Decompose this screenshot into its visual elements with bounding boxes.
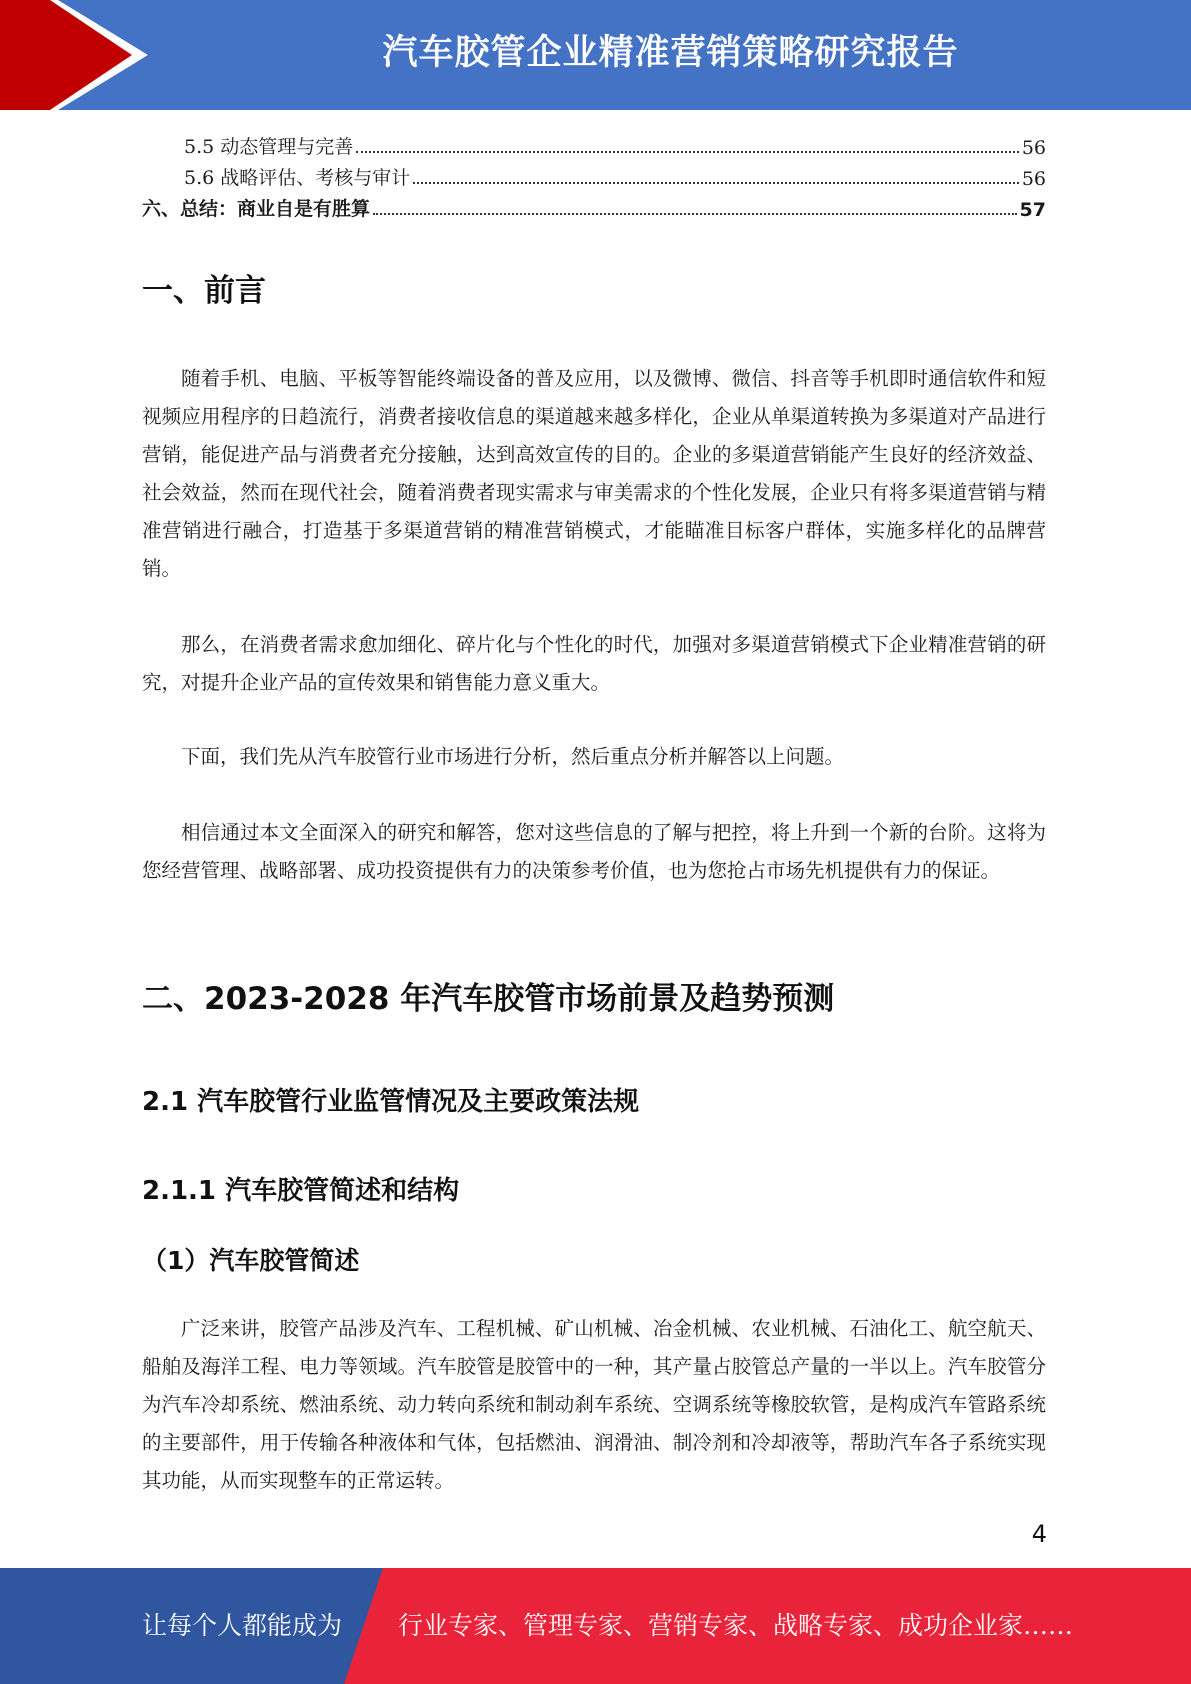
page-footer	[0, 1568, 1191, 1684]
preface-paragraph-3: 下面，我们先从汽车胶管行业市场进行分析，然后重点分析并解答以上问题。	[181, 745, 845, 768]
toc-leader	[373, 213, 1017, 215]
toc-fragment	[142, 128, 1046, 221]
toc-entry-page: 56	[1021, 137, 1046, 159]
chapter-2-heading: 二、2023-2028 年汽车胶管市场前景及趋势预测	[142, 981, 835, 1017]
section-2-1-heading: 2.1 汽车胶管行业监管情况及主要政策法规	[142, 1087, 640, 1117]
header-title: 汽车胶管企业精准营销策略研究报告	[382, 33, 959, 73]
toc-entry-label: 六、总结：商业自是有胜算	[142, 198, 371, 220]
section-2-1-1-heading: 2.1.1 汽车胶管简述和结构	[142, 1176, 460, 1206]
toc-entry-page: 57	[1019, 199, 1046, 221]
toc-entry-label: 5.5 动态管理与完善	[184, 136, 354, 158]
footer-slogan-left: 让每个人都能成为	[142, 1611, 343, 1640]
toc-entry-5-5[interactable]	[142, 128, 1046, 159]
toc-entry-5-6[interactable]	[142, 159, 1046, 190]
preface-paragraph-1: 随着手机、电脑、平板等智能终端设备的普及应用，以及微博、微信、抖音等手机即时通信软件和短视频应用程序的日趋流行，消费者接收信息的渠道越来越多样化，企业从单渠道转换为多渠道对产品进行营销，能促进产品与消费者充分接触，达到高效宣传的目的。企业的多渠道营销能产生良好的经济效益、社会效益，然而在现代社会，随着消费者现实需求与审美需求的个性化发展，企业只有将多渠道营销与精准营销进行融合，打造基于多渠道营销的精准营销模式，才能瞄准目标客户群体，实施多样化的品牌营销。	[142, 367, 1046, 580]
toc-entry-chapter-6[interactable]	[142, 190, 1046, 221]
preface-paragraph-4: 相信通过本文全面深入的研究和解答，您对这些信息的了解与把控，将上升到一个新的台阶。这将为您经营管理、战略部署、成功投资提供有力的决策参考价值，也为您抢占市场先机提供有力的保证。	[142, 821, 1046, 882]
footer-slogan-right: 行业专家、管理专家、营销专家、战略专家、成功企业家……	[398, 1611, 1074, 1640]
preface-paragraph-2: 那么，在消费者需求愈加细化、碎片化与个性化的时代，加强对多渠道营销模式下企业精准营销的研究，对提升企业产品的宣传效果和销售能力意义重大。	[142, 633, 1046, 694]
subsection-1-paragraph: 广泛来讲，胶管产品涉及汽车、工程机械、矿山机械、冶金机械、农业机械、石油化工、航空航天、船舶及海洋工程、电力等领域。汽车胶管是胶管中的一种，其产量占胶管总产量的一半以上。汽车胶管分为汽车冷却系统、燃油系统、动力转向系统和制动刹车系统、空调系统等橡胶软管，是构成汽车管路系统的主要部件，用于传输各种液体和气体，包括燃油、润滑油、制冷剂和冷却液等，帮助汽车各子系统实现其功能，从而实现整车的正常运转。	[142, 1317, 1046, 1492]
toc-leader	[356, 151, 1019, 153]
subsection-1-heading: （1）汽车胶管简述	[142, 1246, 360, 1275]
header-arrow-decoration	[0, 0, 160, 110]
toc-entry-label: 5.6 战略评估、考核与审计	[184, 167, 411, 189]
toc-leader	[413, 182, 1019, 184]
page-header	[0, 0, 1191, 110]
toc-entry-page: 56	[1021, 168, 1046, 190]
preface-heading: 一、前言	[142, 273, 266, 309]
page-number: 4	[1031, 1520, 1047, 1548]
